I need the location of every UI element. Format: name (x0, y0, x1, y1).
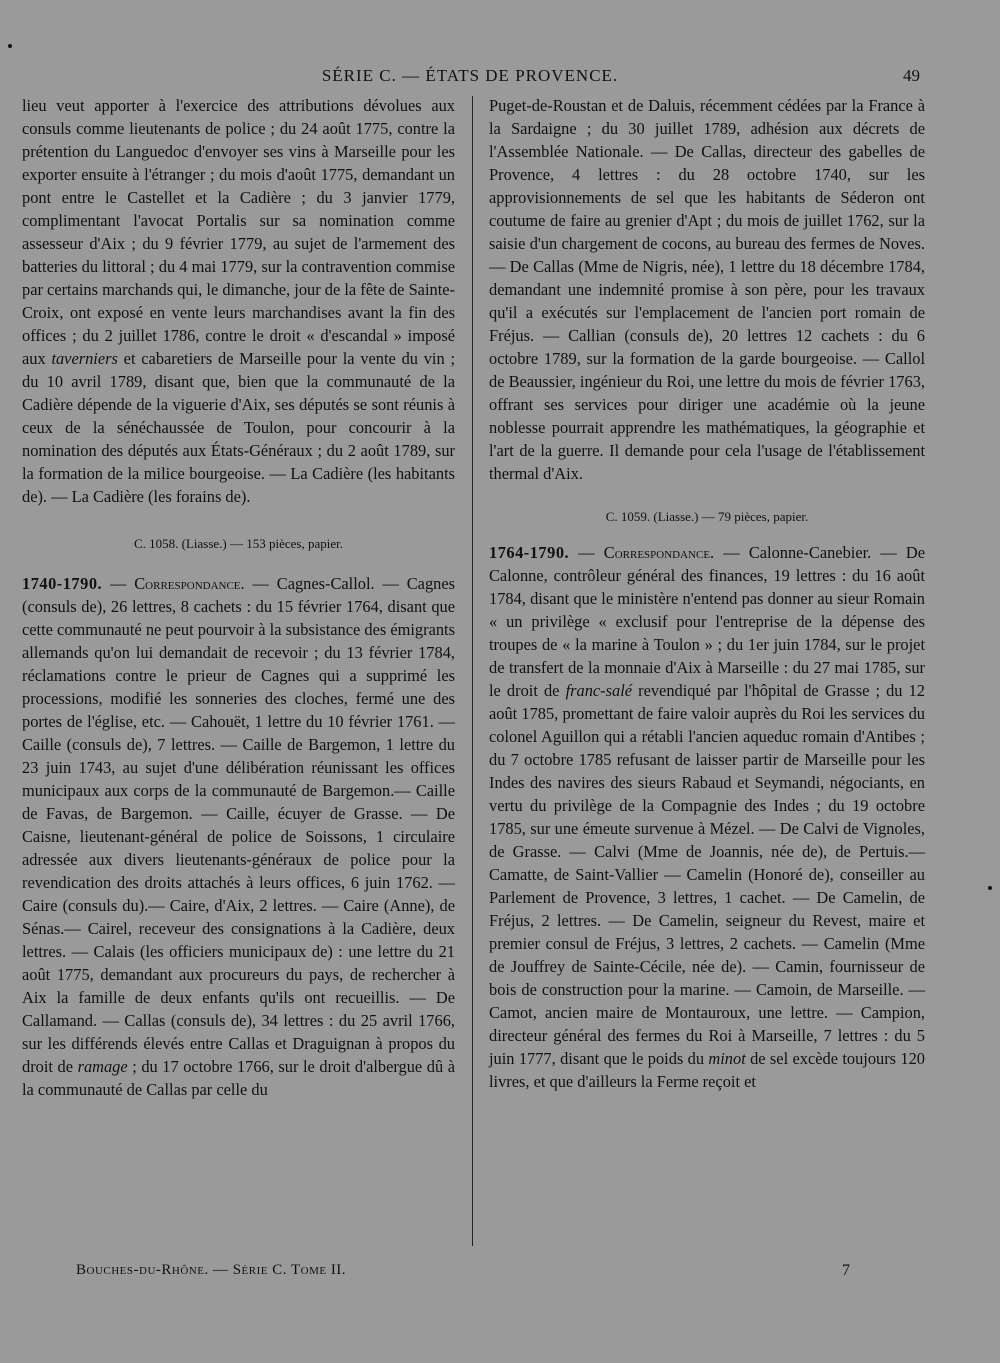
right-continued-text: Puget-de-Roustan et de Daluis, récemment cédées par la France à la Sardaigne ; du 30 juillet 1789, adhésion aux décrets de l'Assemblée Nationale. — De Callas, directeur des gabelles de Provence, 4 lettres : du 28 octobre 1740, sur les approvisionnements de sel que les habitants de Séderon ont coutume de faire au grenier d'Apt ; du mois de juillet 1762, sur la saisie d'un chargement de cocons, au bureau des fermes de Noves. — De Callas (Mme de Nigris, née), 1 lettre du 18 décembre 1784, demandant une indemnité promise à son père, pour les travaux qu'il a exécutés sur l'emplacement de l'ancien port romain de Fréjus. — Callian (consuls de), 20 lettres 12 cachets : du 6 octobre 1789, sur la formation de la garde bourgeoise. — Callol de Beaussier, ingénieur du Roi, une lettre du mois de février 1763, offrant ses services pour diriger une académie où la jeune noblesse pourrait apprendre les mathématiques, la géographie et l'art de la guerre. Il demande pour cela l'usage de l'établissement thermal d'Aix. (489, 96, 925, 483)
running-title: SÉRIE C. — ÉTATS DE PROVENCE. (321, 66, 619, 85)
left-entry-date: 1740-1790. (22, 574, 103, 593)
left-entry-text-1: — Cagnes-Callol. — Cagnes (consuls de), 26 lettres, 8 cachets : du 15 février 1764, disant que cette communauté ne peut pourvoir à la subsistance des émigrants allemands qu'on lui demandait de recevoir ; du 13 février 1784, réclamations contre le prieur de Cagnes qui a supprimé les processions, modifié les sonneries des cloches, fermé une des portes de l'église, etc. — Cahouët, 1 lettre du 10 février 1761. — Caille (consuls de), 7 lettres. — Caille de Bargemon, 1 lettre du 23 juin 1743, au sujet d'une délibération réunissant les offices municipaux aux corps de la communauté de Bargemon.— Caille de Favas, de Bargemon. — Caille, écuyer de Grasse. — De Caisne, lieutenant-général de police de Soissons, 1 circulaire adressée aux divers lieutenants-généraux de police pour la revendication des droits attachés à leurs offices, 6 juin 1762. — Caire (consuls du).— Caire, d'Aix, 2 lettres. — Caire (Anne), de Sénas.— Cairel, receveur des consignations à la Cadière, deux lettres. — Calais (les officiers municipaux de) : une lettre du 21 août 1775, demandant aux procureurs du pays, de rechercher à Aix la famille de deux enfants qu'ils ont recueillis. — De Callamand. — Callas (consuls de), 34 lettres : du 25 avril 1766, sur les différends élevés entre Callas et Draguignan à propos du droit de (22, 574, 455, 1076)
left-article-head: C. 1058. (Liasse.) — 153 pièces, papier. (133, 536, 344, 551)
right-entry-label: Correspondance. (603, 543, 715, 562)
right-entry-date: 1764-1790. (489, 543, 570, 562)
running-head (0, 62, 1000, 92)
right-entry-italic-2: minot (708, 1049, 746, 1068)
right-entry-text-3: de sel excède toujours 120 livres, et que d'ailleurs la Ferme reçoit et (489, 1049, 925, 1091)
page-footer (0, 1262, 1000, 1288)
right-column (489, 94, 925, 1093)
footer-signature-number: 7 (842, 1262, 850, 1279)
right-entry-italic: franc-salé (565, 681, 633, 700)
column-divider (472, 96, 473, 1246)
page-number: 49 (903, 66, 920, 85)
scan-speck (8, 44, 12, 48)
scan-speck (988, 886, 992, 890)
right-article-head: C. 1059. (Liasse.) — 79 pièces, papier. (605, 509, 809, 524)
left-continued-italic: taverniers (51, 349, 118, 368)
right-entry-paragraph: 1764-1790. — Correspondance. — Calonne-Canebier. — De Calonne, contrôleur général des finances, 19 lettres : du 16 août 1784, disant que le ministère n'entend pas donner au sieur Romain « un privilège « exclusif pour l'entreprise de la dépense des troupes de « la marine à Toulon » ; du 1er juin 1784, sur le projet de transfert de la monnaie d'Aix à Marseille : du 27 mai 1785, sur le droit de franc-salé revendiqué par l'hôpital de Grasse ; du 12 août 1785, promettant de faire valoir auprès du Roi les services du colonel Aguillon qui a rétabli l'ancien aqueduc romain d'Antibes ; du 7 octobre 1785 refusant de laisser partir de Marseille pour les Indes des navires des sieurs Rabaud et Seymandi, négociants, en vertu du privilège de la Compagnie des Indes ; du 19 octobre 1785, sur une émeute survenue à Mézel. — De Calvi de Vignoles, de Grasse. — Calvi (Mme de Joannis, née de), de Pertuis.—Camatte, de Saint-Vallier — Camelin (Honoré de), conseiller au Parlement de Provence, 3 lettres, 1 cachet. — De Camelin, de Fréjus, 2 lettres. — De Camelin, seigneur du Revest, maire et premier consul de Fréjus, 3 lettres, 2 cachets. — Camelin (Mme de Jouffrey de Sainte-Cécile, née de). — Camin, fournisseur de bois de construction pour la marine. — Camoin, de Marseille. — Camot, ancien maire de Montauroux, une lettre. — Campion, directeur général des fermes du Roi à Marseille, 7 lettres : du 5 juin 1777, disant que le poids du minot de sel excède toujours 120 livres, et que d'ailleurs la Ferme reçoit et (489, 543, 926, 1091)
left-continued-paragraph (22, 94, 455, 508)
left-continued-text-end: et cabaretiers de Marseille pour la vente du vin ; du 10 avril 1789, disant que, bien que la communauté de la Cadière dépende de la viguerie d'Aix, ses députés se sont réunis à ceux de la sénéchaussée de Toulon, pour concourir à la nomination des députés aux États-Généraux ; du 2 août 1789, sur la formation de la milice bourgeoise. — La Cadière (les habitants de). — La Cadière (les forains de). (22, 349, 455, 506)
footer-volume-title: Bouches-du-Rhône. — Série C. Tome II. (76, 1262, 347, 1278)
left-continued-text: lieu veut apporter à l'exercice des attributions dévolues aux consuls comme lieutenants de police ; du 24 août 1775, contre la prétention du Languedoc d'envoyer ses vins à Marseille pour les exporter ensuite à l'étranger ; du mois d'août 1775, demandant un pont entre le Castellet et la Cadière ; du 3 janvier 1779, complimentant l'avocat Portalis sur sa nomination comme assesseur d'Aix ; du 9 février 1779, au sujet de l'armement des batteries du littoral ; du 4 mai 1779, sur la contravention commise par certains marchands qui, le dimanche, jour de la fête de Sainte-Croix, ont exposé en vente leurs marchandises avant la fin des offices ; du 2 juillet 1786, contre le droit « d'escandal » imposé aux (22, 96, 455, 368)
left-entry-italic: ramage (77, 1057, 128, 1076)
right-entry-text-1: — Calonne-Canebier. — De Calonne, contrôleur général des finances, 19 lettres : du 16 août 1784, disant que le ministère n'entend pas donner au sieur Romain « un privilège « exclusif pour l'entreprise de la dépense des troupes de « la marine à Toulon » ; du 1er juin 1784, sur le projet de transfert de la monnaie d'Aix à Marseille : du 27 mai 1785, sur le droit de (489, 543, 926, 700)
left-column (22, 94, 455, 1101)
left-entry-text-2: ; du 17 octobre 1766, sur le droit d'albergue dû à la communauté de Callas par celle du (22, 1057, 455, 1099)
left-entry-paragraph: 1740-1790. — Correspondance. — Cagnes-Callol. — Cagnes (consuls de), 26 lettres, 8 cachets : du 15 février 1764, disant que cette communauté ne peut pourvoir à la subsistance des émigrants allemands qu'on lui demandait de recevoir ; du 13 février 1784, réclamations contre le prieur de Cagnes qui a supprimé les processions, modifié les sonneries des cloches, fermé une des portes de l'église, etc. — Cahouët, 1 lettre du 10 février 1761. — Caille (consuls de), 7 lettres. — Caille de Bargemon, 1 lettre du 23 juin 1743, au sujet d'une délibération réunissant les offices municipaux aux corps de la communauté de Bargemon.— Caille de Favas, de Bargemon. — Caille, écuyer de Grasse. — De Caisne, lieutenant-général de police de Soissons, 1 circulaire adressée aux divers lieutenants-généraux de police pour la revendication des droits attachés à leurs offices, 6 juin 1762. — Caire (consuls du).— Caire, d'Aix, 2 lettres. — Caire (Anne), de Sénas.— Cairel, receveur des consignations à la Cadière, deux lettres. — Calais (les officiers municipaux de) : une lettre du 21 août 1775, demandant aux procureurs du pays, de rechercher à Aix la famille de deux enfants qu'ils ont recueillis. — De Callamand. — Callas (consuls de), 34 lettres : du 25 avril 1766, sur les différends élevés entre Callas et Draguignan à propos du droit de ramage ; du 17 octobre 1766, sur le droit d'albergue dû à la communauté de Callas par celle du (22, 574, 455, 1099)
left-entry-label: Correspondance. (134, 574, 245, 593)
right-entry-text-2: revendiqué par l'hôpital de Grasse ; du 12 août 1785, promettant de faire valoir auprès du Roi les services du colonel Aguillon qui a rétabli l'ancien aqueduc romain d'Antibes ; du 7 octobre 1785 refusant de laisser partir de Marseille pour les Indes des navires des sieurs Rabaud et Seymandi, négociants, en vertu du privilège de la Compagnie des Indes ; du 19 octobre 1785, sur une émeute survenue à Mézel. — De Calvi de Vignoles, de Grasse. — Calvi (Mme de Joannis, née de), de Pertuis.—Camatte, de Saint-Vallier — Camelin (Honoré de), conseiller au Parlement de Provence, 3 lettres, 1 cachet. — De Camelin, de Fréjus, 2 lettres. — De Camelin, seigneur du Revest, maire et premier consul de Fréjus, 3 lettres, 2 cachets. — Camelin (Mme de Jouffrey de Sainte-Cécile, née de). — Camin, fournisseur de bois de construction pour la marine. — Camoin, de Marseille. — Camot, ancien maire de Montauroux, une lettre. — Campion, directeur général des fermes du Roi à Marseille, 7 lettres : du 5 juin 1777, disant que le poids du (489, 681, 925, 1068)
right-continued-paragraph (489, 94, 925, 485)
